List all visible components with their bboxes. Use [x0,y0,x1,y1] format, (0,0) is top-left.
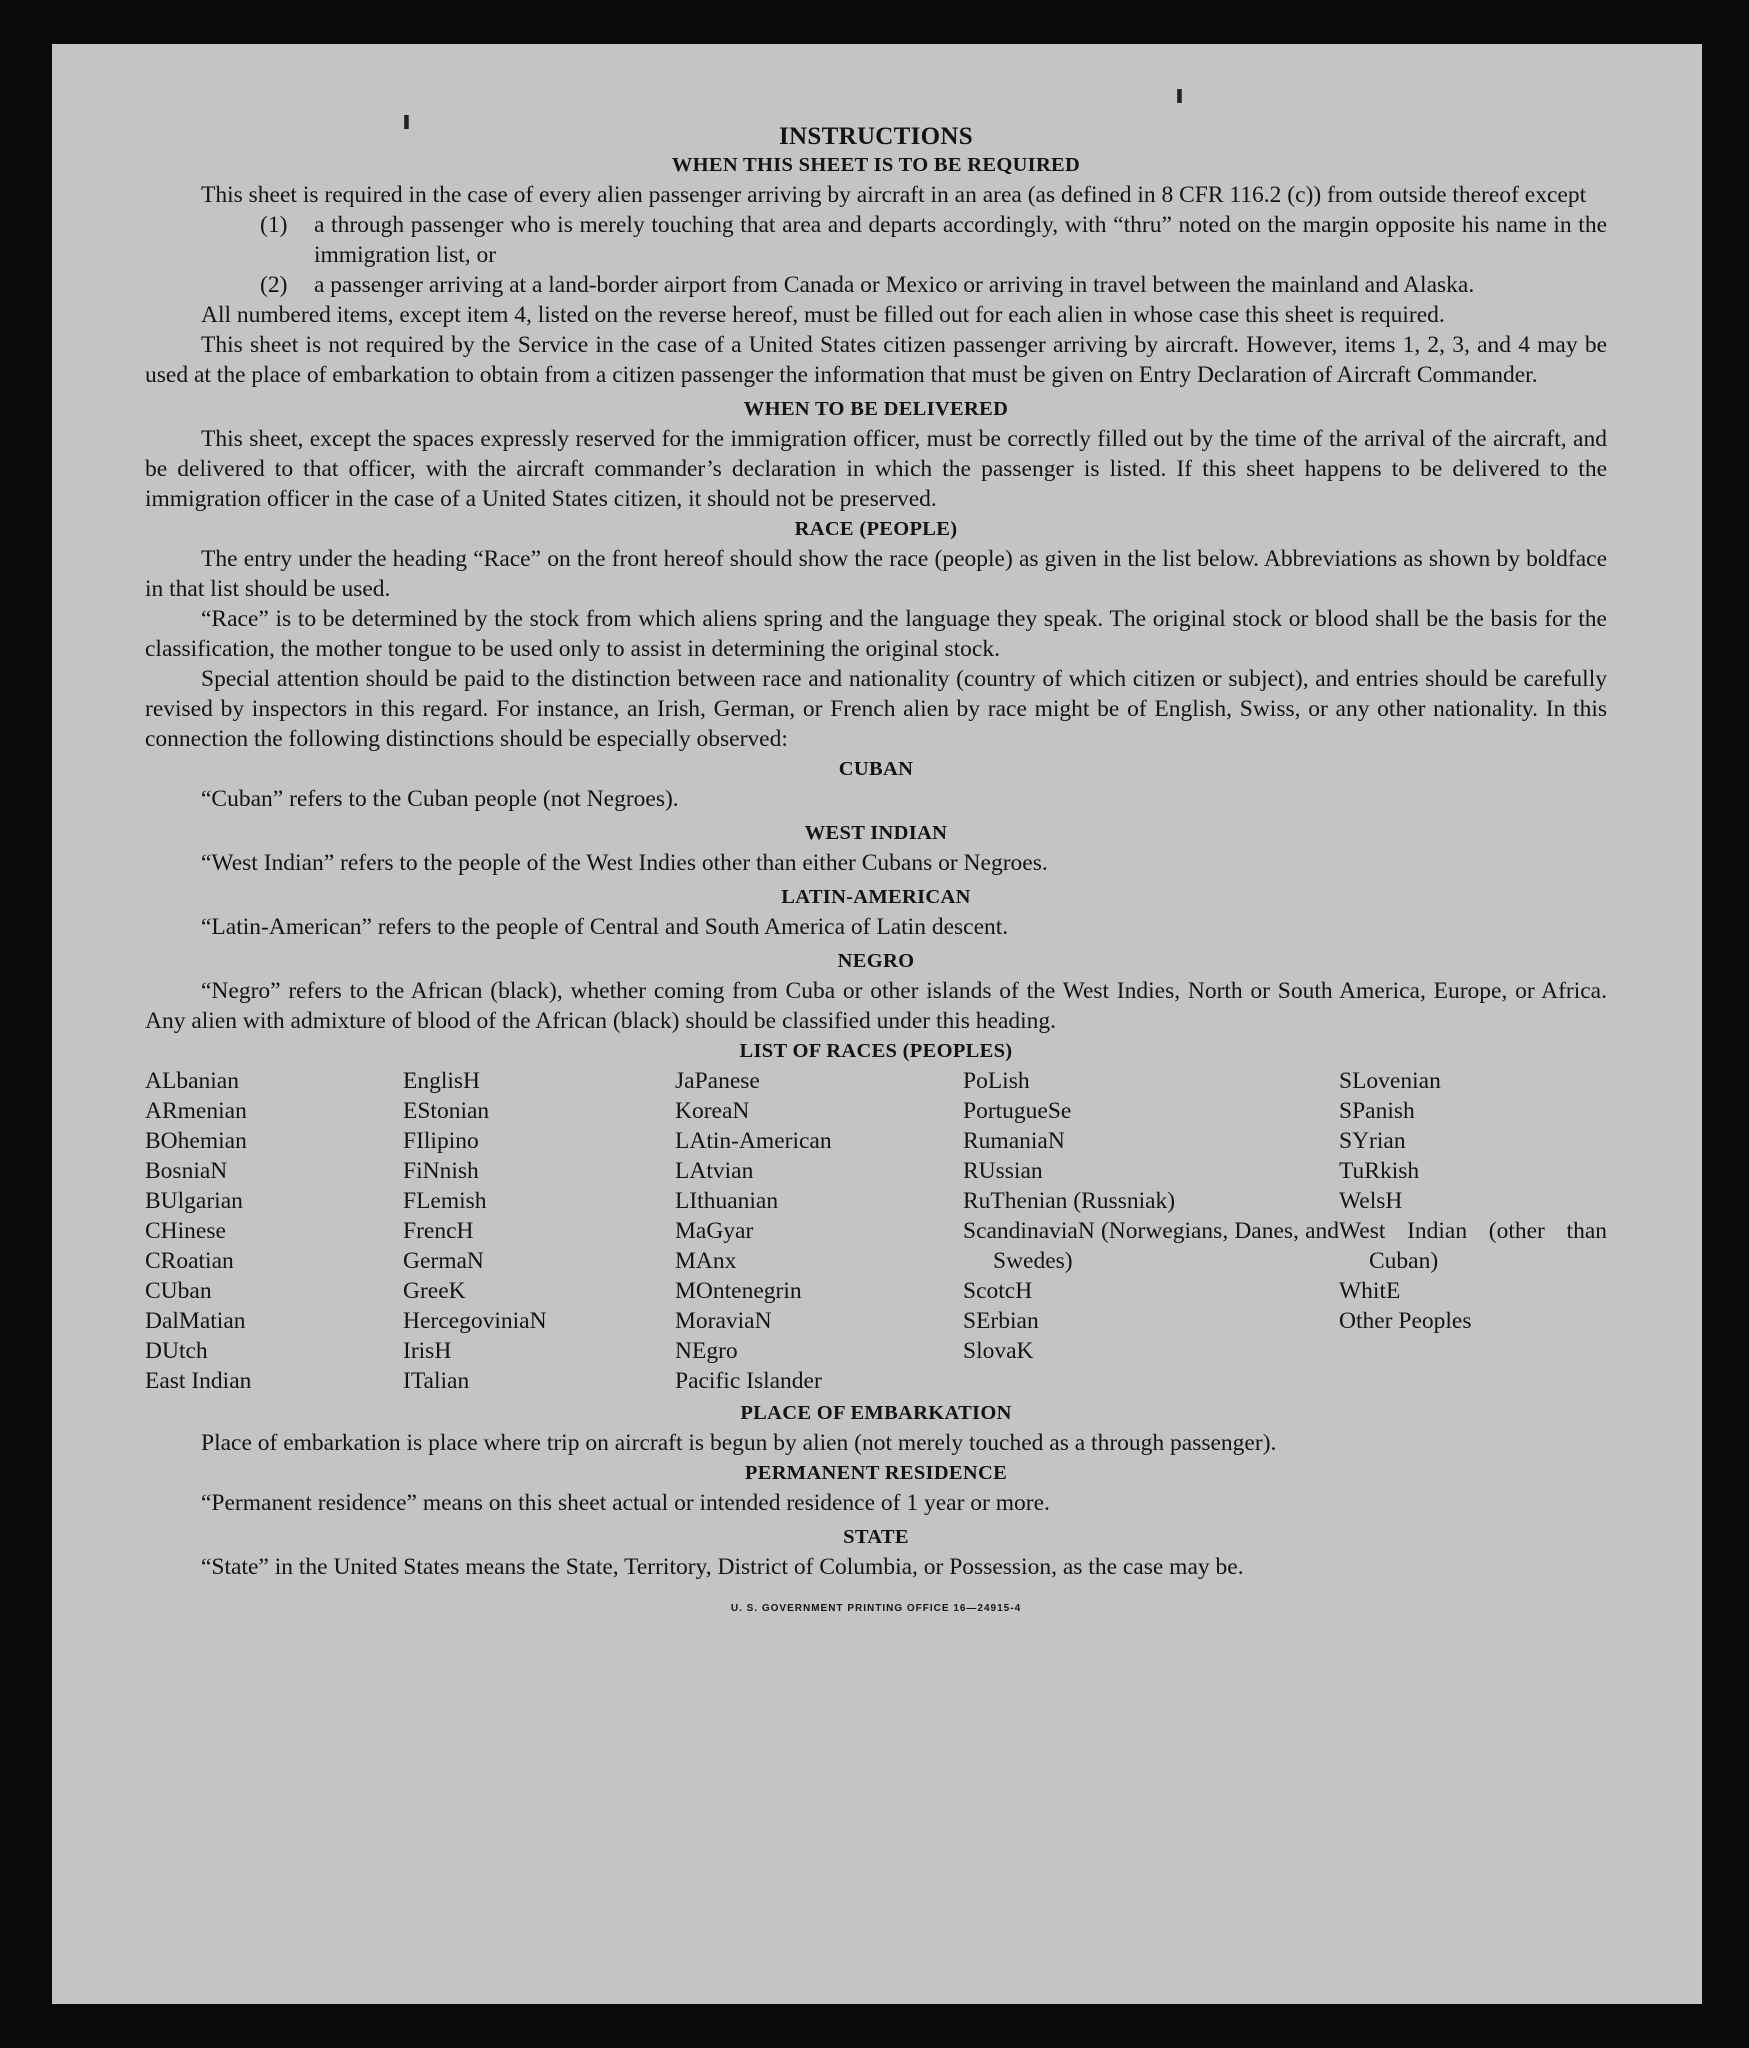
race-entry: GermaN [403,1248,484,1274]
paragraph: “Cuban” refers to the Cuban people (not Negroes). [201,786,679,812]
section-heading: CUBAN [838,758,914,780]
paragraph: “Negro” refers to the African (black), whether coming from Cuba or other islands of the West Indies, North or South America, Europe, or Africa. Any alien with admixture of blood of the African (black) should be classified under this heading. [145,978,1607,1034]
printer-footer: U. S. GOVERNMENT PRINTING OFFICE 16—24915-4 [730,1603,1022,1614]
race-entry: SYrian [1339,1128,1406,1154]
paragraph: Special attention should be paid to the distinction between race and nationality (country of which citizen or subject), and entries should be carefully revised by inspectors in this regard. For instance, an Irish, German, or French alien by race might be of English, Swiss, or any other nationality. In this connection the following distinctions should be especially observed: [145,666,1607,752]
ink-mark: ı [402,106,411,136]
race-entry: FIlipino [403,1128,479,1154]
paragraph: The entry under the heading “Race” on the front hereof should show the race (people) as given in the list below. Abbreviations as shown by boldface in that list should be used. [145,546,1607,602]
race-entry: SlovaK [963,1338,1034,1364]
section-heading: WHEN THIS SHEET IS TO BE REQUIRED [671,154,1081,176]
race-entry: RuThenian (Russniak) [963,1188,1176,1214]
paragraph: “State” in the United States means the State, Territory, District of Columbia, or Possession, as the case may be. [201,1554,1244,1580]
race-entry: FrencH [403,1218,474,1244]
races-column [1339,1066,1607,1396]
race-entry: PortugueSe [963,1098,1072,1124]
race-entry: TuRkish [1339,1158,1420,1184]
item-text: a passenger arriving at a land-border airport from Canada or Mexico or arriving in travel between the mainland and Alaska. [314,272,1475,298]
ink-mark: ı [1175,80,1184,110]
item-number: (1) [260,212,288,238]
race-entry: LIthuanian [675,1188,779,1214]
section-heading: NEGRO [837,950,915,972]
race-entry: JaPanese [675,1068,760,1094]
paragraph: “West Indian” refers to the people of the West Indies other than either Cubans or Negroes. [201,850,1048,876]
paragraph: Place of embarkation is place where trip on aircraft is begun by alien (not merely touched as a through passenger). [201,1430,1277,1456]
race-entry: GreeK [403,1278,466,1304]
race-entry: Other Peoples [1339,1308,1472,1334]
paragraph: All numbered items, except item 4, listed on the reverse hereof, must be filled out for each alien in whose case this sheet is required. [201,302,1445,328]
section-heading: LATIN-AMERICAN [781,886,971,908]
race-entry: East Indian [145,1368,252,1394]
race-entry: ScandinaviaN (Norwegians, Danes, and Swedes) [963,1218,1339,1274]
race-entry: FLemish [403,1188,487,1214]
races-list [145,1066,1607,1396]
race-entry: ScotcH [963,1278,1033,1304]
document-page [52,44,1702,2004]
race-entry: MaGyar [675,1218,754,1244]
page-title: INSTRUCTIONS [779,123,973,150]
race-entry: ITalian [403,1368,470,1394]
race-entry: SErbian [963,1308,1039,1334]
list-item [145,210,1607,270]
item-text: a through passenger who is merely touching that area and departs accordingly, with “thru” noted on the margin opposite his name in the immigration list, or [314,212,1607,268]
race-entry: DalMatian [145,1308,246,1334]
section-heading: WEST INDIAN [804,822,948,844]
race-entry: Pacific Islander [675,1368,822,1394]
race-entry: ALbanian [145,1068,239,1094]
race-entry: LAtvian [675,1158,754,1184]
section-heading: LIST OF RACES (PEOPLES) [739,1040,1013,1062]
race-entry: BUlgarian [145,1188,243,1214]
race-entry: CHinese [145,1218,226,1244]
race-entry: CUban [145,1278,212,1304]
race-entry: PoLish [963,1068,1030,1094]
race-entry: DUtch [145,1338,208,1364]
race-entry: RumaniaN [963,1128,1065,1154]
section-heading: PERMANENT RESIDENCE [744,1462,1008,1484]
section-heading: WHEN TO BE DELIVERED [743,398,1009,420]
race-entry: ARmenian [145,1098,247,1124]
race-entry: SPanish [1339,1098,1415,1124]
race-entry: KoreaN [675,1098,750,1124]
race-entry: EStonian [403,1098,490,1124]
race-entry: HercegoviniaN [403,1308,547,1334]
race-entry: BosniaN [145,1158,228,1184]
races-column [675,1066,963,1396]
race-entry: EnglisH [403,1068,481,1094]
race-entry: West Indian (other than Cuban) [1339,1218,1607,1274]
races-column [963,1066,1339,1396]
race-entry: SLovenian [1339,1068,1441,1094]
section-heading: PLACE OF EMBARKATION [740,1402,1012,1424]
race-entry: LAtin-American [675,1128,832,1154]
paragraph: “Latin-American” refers to the people of Central and South America of Latin descent. [201,914,1009,940]
race-entry: BOhemian [145,1128,247,1154]
race-entry: CRoatian [145,1248,234,1274]
section-heading: RACE (PEOPLE) [794,518,958,540]
paragraph: This sheet is required in the case of every alien passenger arriving by aircraft in an area (as defined in 8 CFR 116.2 (c)) from outside thereof except [201,182,1587,208]
races-column [145,1066,403,1396]
race-entry: FiNnish [403,1158,479,1184]
section-heading: STATE [843,1526,909,1548]
paragraph: “Permanent residence” means on this sheet actual or intended residence of 1 year or more. [201,1490,1050,1516]
race-entry: WhitE [1339,1278,1401,1304]
race-entry: MOntenegrin [675,1278,802,1304]
race-entry: NEgro [675,1338,738,1364]
item-number: (2) [260,272,288,298]
races-column [403,1066,675,1396]
paragraph: This sheet is not required by the Service in the case of a United States citizen passenger arriving by aircraft. However, items 1, 2, 3, and 4 may be used at the place of embarkation to obtain from a citizen passenger the information that must be given on Entry Declaration of Aircraft Commander. [145,332,1607,388]
race-entry: IrisH [403,1338,452,1364]
paragraph: This sheet, except the spaces expressly reserved for the immigration officer, must be correctly filled out by the time of the arrival of the aircraft, and be delivered to that officer, with the aircraft commander’s declaration in which the passenger is listed. If this sheet happens to be delivered to the immigration officer in the case of a United States citizen, it should not be preserved. [145,426,1607,512]
race-entry: WelsH [1339,1188,1403,1214]
race-entry: MoraviaN [675,1308,772,1334]
race-entry: RUssian [963,1158,1043,1184]
race-entry: MAnx [675,1248,737,1274]
list-item [145,270,1607,300]
paragraph: “Race” is to be determined by the stock from which aliens spring and the language they speak. The original stock or blood shall be the basis for the classification, the mother tongue to be used only to assist in determining the original stock. [145,606,1607,662]
